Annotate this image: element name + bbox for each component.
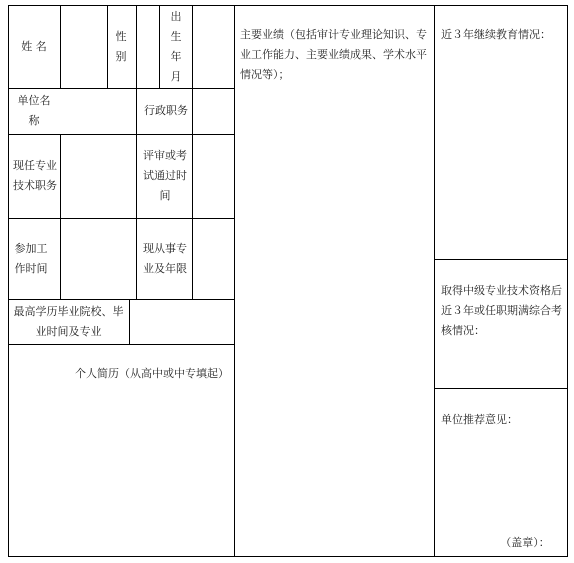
assessment-label: 取得中级专业技术资格后近３年或任职期满综合考核情况： (441, 284, 562, 337)
column-divider (136, 88, 137, 300)
seal-label: （盖章）： (500, 536, 550, 549)
column-divider (60, 134, 61, 300)
recommendation-label: 单位推荐意见： (441, 413, 518, 426)
review-time-label: 评审或考试通过时间 (143, 149, 187, 202)
continuing-education-label: 近３年继续教育情况： (441, 28, 551, 41)
work-start-label: 参加工作时间 (14, 241, 48, 275)
admin-post-label: 行政职务 (144, 104, 188, 117)
current-title-label: 现任专业技术职务 (13, 159, 57, 192)
name-label: 姓 名 (21, 40, 47, 53)
row-divider (434, 259, 568, 260)
column-divider (192, 88, 193, 300)
column-divider (192, 5, 193, 89)
column-divider (136, 5, 137, 89)
table-border-bottom (8, 556, 568, 557)
table-border-right (567, 5, 568, 557)
education-label: 最高学历毕业院校、毕业时间及专业 (13, 305, 124, 338)
gender-label: 性别 (115, 30, 127, 63)
resume-label: 个人简历（从高中或中专填起） (75, 367, 229, 380)
row-divider (434, 388, 568, 389)
birth-label: 出生年月 (170, 10, 182, 83)
unit-label: 单位名称 (17, 94, 51, 127)
column-divider (129, 299, 130, 345)
table-border-top (8, 5, 568, 6)
column-divider (159, 5, 160, 89)
achievements-label: 主要业绩（包括审计专业理论知识、专业工作能力、主要业绩成果、学术水平情况等）； (240, 28, 427, 81)
column-divider (107, 5, 108, 89)
column-divider (60, 5, 61, 89)
column-divider (434, 5, 435, 557)
major-years-label: 现从事专业及年限 (143, 241, 187, 275)
column-divider (234, 5, 235, 557)
